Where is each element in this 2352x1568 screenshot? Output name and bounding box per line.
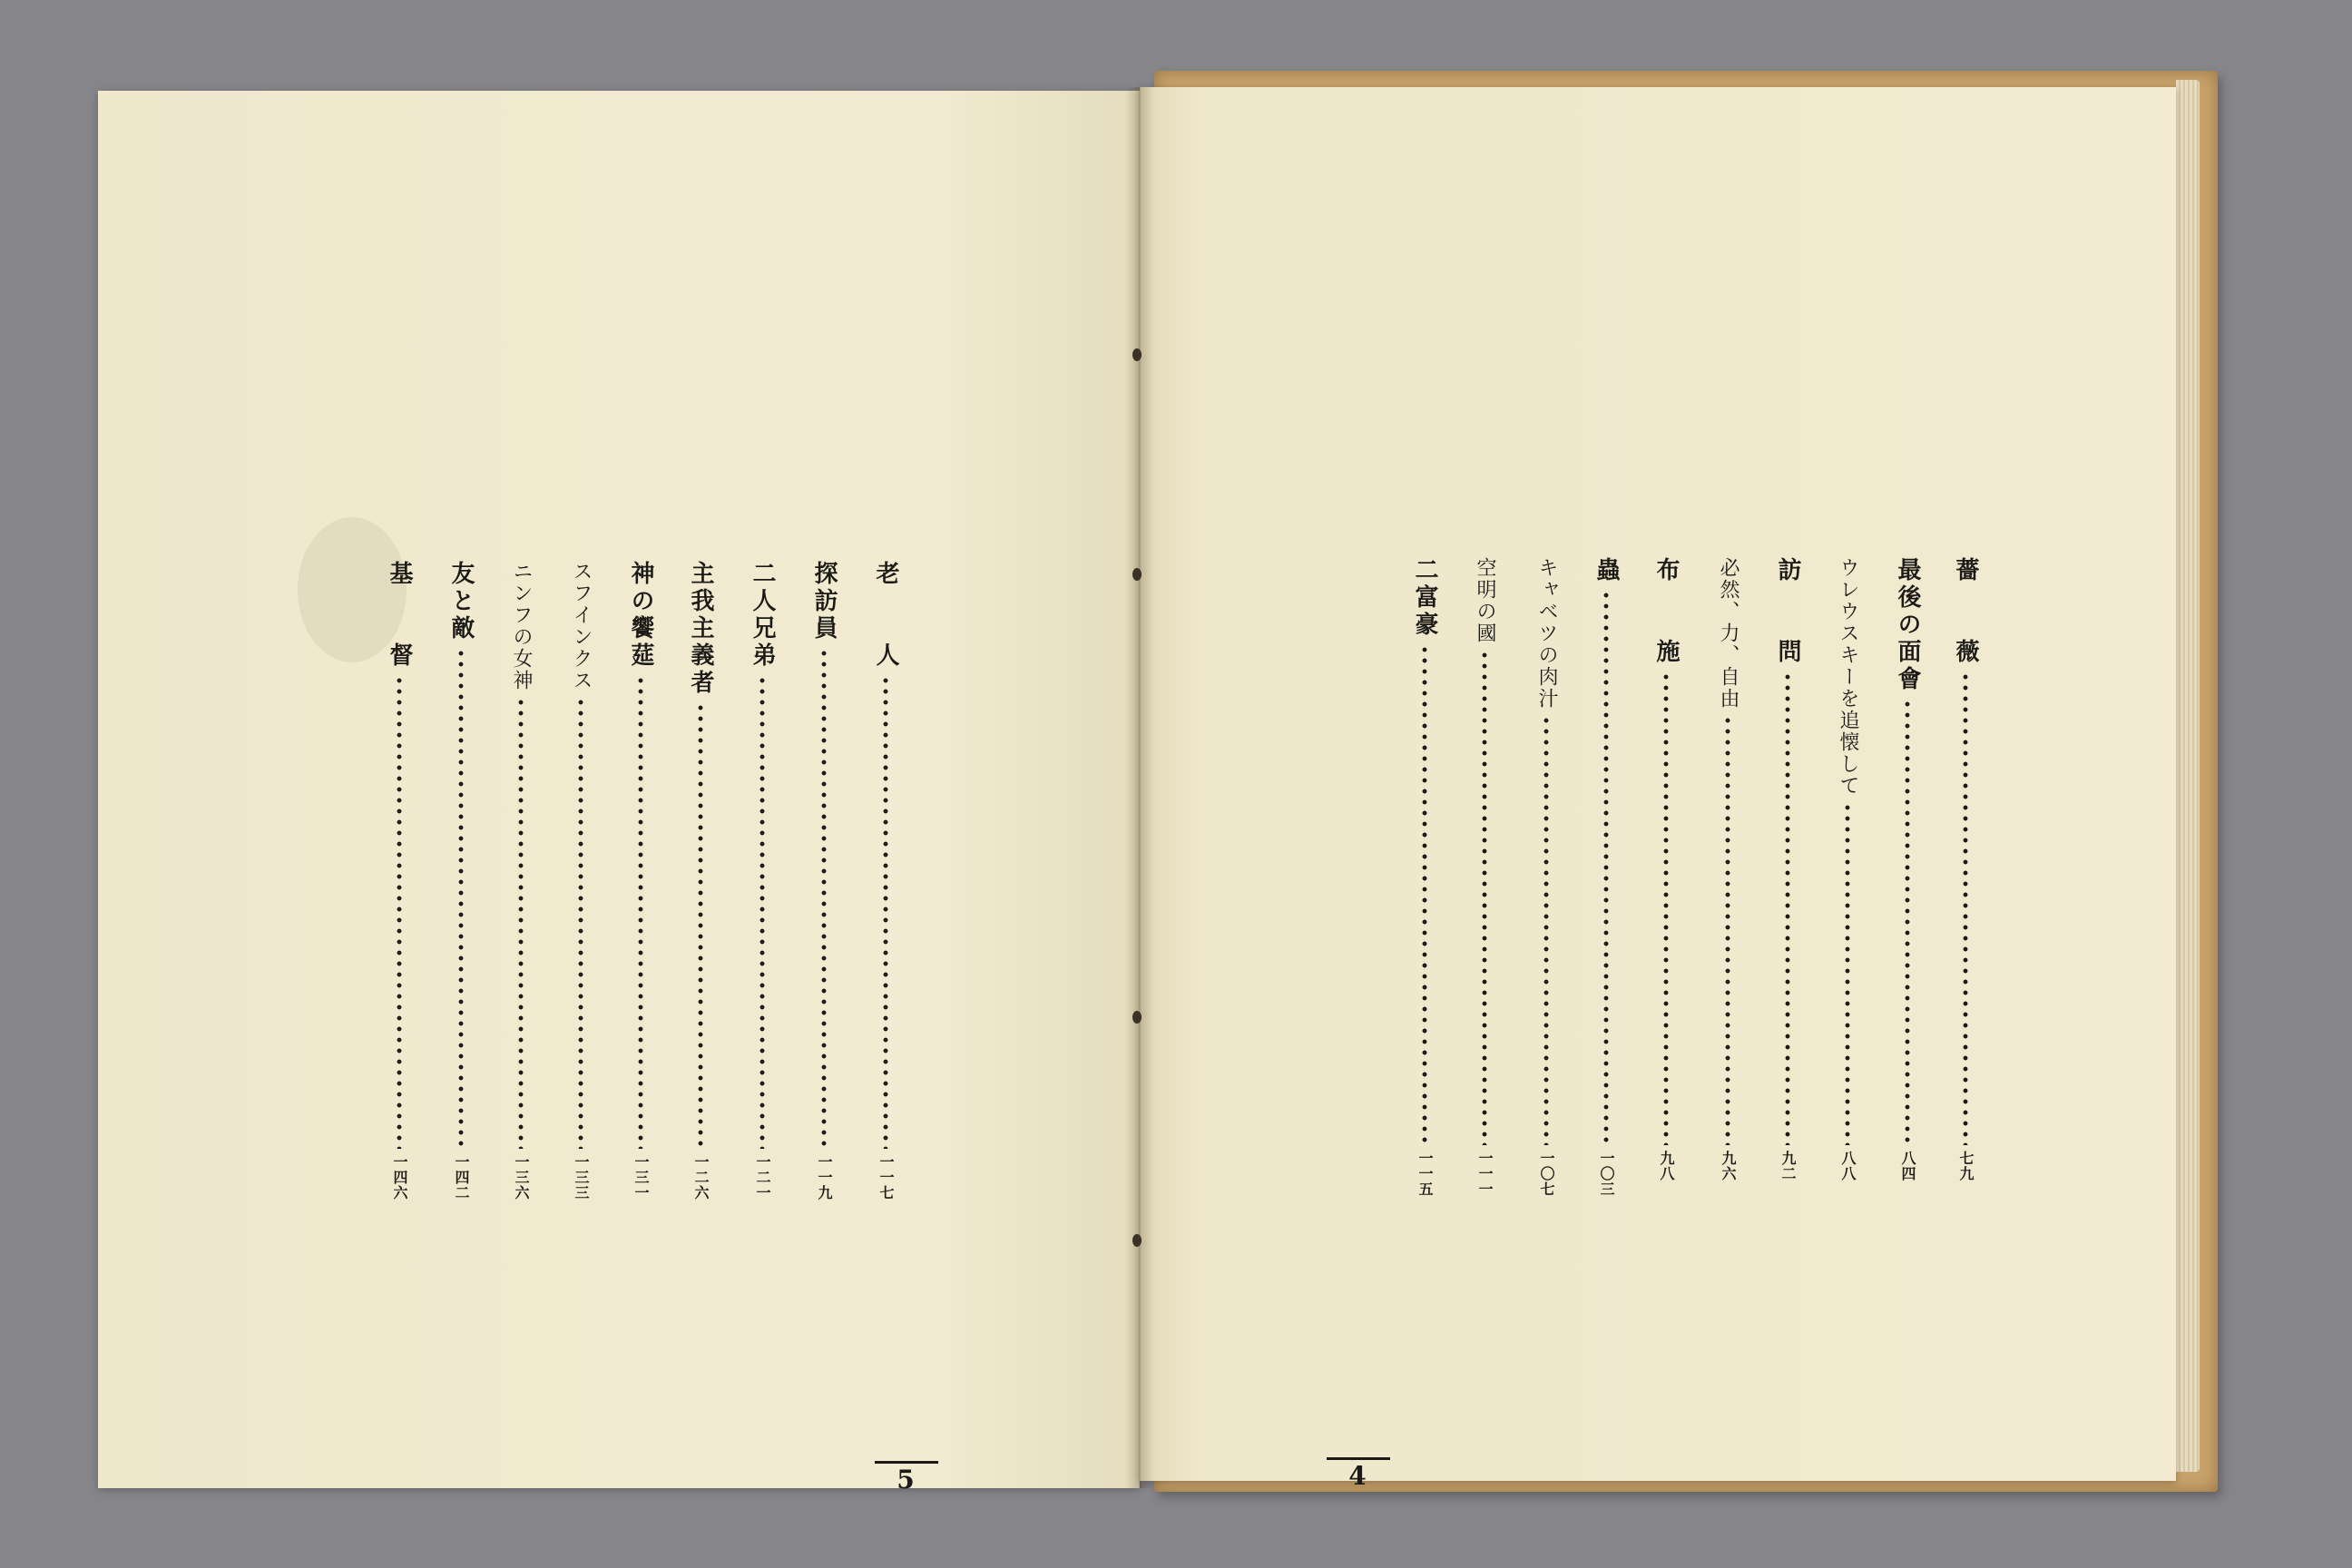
book-gutter (1125, 87, 1154, 1488)
toc-entry-title: ニンフの女神 (510, 561, 533, 691)
toc-leader-dots (1482, 650, 1487, 1145)
toc-entry-page: 一一九 (816, 1154, 833, 1200)
toc-leader-dots (397, 675, 402, 1149)
toc-leader-dots (1544, 715, 1549, 1145)
toc-entry-page: 一四六 (391, 1154, 408, 1200)
toc-entry-title: 二富豪 (1411, 557, 1438, 639)
binding-stitch (1132, 1011, 1142, 1024)
toc-entry-page: 九八 (1658, 1151, 1675, 1181)
toc-entry-title: 主我主義者 (687, 561, 714, 697)
toc-entry-page: 九二 (1779, 1151, 1797, 1181)
toc-entry-title: 薔 薇 (1952, 557, 1979, 666)
toc-entry (1891, 557, 1924, 1201)
toc-entry (1468, 557, 1501, 1201)
toc-entry-title: 必然、力、自由 (1717, 557, 1740, 710)
toc-entry-title: 訪 問 (1774, 557, 1801, 666)
toc-entry-page: 八八 (1839, 1151, 1857, 1181)
toc-entry (624, 561, 657, 1205)
toc-entry (1949, 557, 1982, 1201)
right-page (1140, 87, 2176, 1491)
toc-entry-title: 布 施 (1652, 557, 1680, 666)
toc-entry-title: ウレウスキーを追懐して (1837, 557, 1859, 797)
toc-entry-page: 一一一 (1476, 1151, 1494, 1197)
toc-leader-dots (883, 675, 888, 1149)
toc-leader-dots (1603, 590, 1609, 1145)
toc-entry (746, 561, 779, 1205)
toc-entry-title: 二人兄弟 (749, 561, 776, 670)
toc-leader-dots (760, 675, 765, 1149)
toc-entry-title: 神の饗莚 (627, 561, 654, 670)
toc-entry-title: スフインクス (570, 561, 593, 691)
folio-rule (875, 1461, 938, 1464)
toc-entry-page: 一三一 (632, 1154, 650, 1200)
toc-entry-page: 一〇三 (1598, 1151, 1615, 1197)
toc-leader-dots (698, 702, 703, 1149)
toc-leader-dots (1725, 715, 1730, 1145)
toc-leader-dots (518, 697, 524, 1149)
toc-entry-title: 探訪員 (810, 561, 838, 642)
page-number (1321, 1461, 1394, 1491)
page-number-text: 5 (897, 1465, 915, 1494)
toc-leader-dots (1422, 644, 1427, 1145)
toc-entry-page: 一三三 (573, 1154, 590, 1200)
toc-entry-title: キャベツの肉汁 (1535, 557, 1558, 710)
binding-stitch (1132, 348, 1142, 361)
toc-entry-page: 一二六 (692, 1154, 710, 1200)
toc-entry (1831, 557, 1864, 1201)
toc-leader-dots (458, 648, 464, 1149)
toc-entry-page: 七九 (1957, 1151, 1975, 1181)
toc-entry (808, 561, 840, 1205)
toc-leader-dots (1785, 671, 1790, 1145)
toc-leader-dots (1963, 671, 1968, 1145)
page-number (869, 1465, 942, 1494)
toc-leader-dots (1905, 699, 1910, 1145)
toc-entry-title: 蟲 (1592, 557, 1620, 584)
toc-entry (505, 561, 537, 1205)
toc-entry (445, 561, 477, 1205)
toc-leader-dots (1663, 671, 1669, 1145)
binding-stitch (1132, 1234, 1142, 1247)
toc-entry-page: 一三六 (513, 1154, 530, 1200)
toc-leader-dots (821, 648, 827, 1149)
toc-entry-page: 一四二 (453, 1154, 470, 1200)
toc-entry-title: 老 人 (872, 561, 899, 670)
toc-entry (1590, 557, 1622, 1201)
toc-entry-page: 一一五 (1416, 1151, 1434, 1197)
toc-entry (1530, 557, 1563, 1201)
page-number-text: 4 (1348, 1461, 1367, 1491)
toc-leader-dots (578, 697, 583, 1149)
toc-entry (869, 561, 902, 1205)
toc-entry (1408, 557, 1441, 1201)
toc-entry-page: 一二一 (754, 1154, 771, 1200)
toc-entry (383, 561, 416, 1205)
toc-entry-page: 一〇七 (1538, 1151, 1555, 1197)
toc-entry (684, 561, 717, 1205)
folio-rule (1327, 1457, 1390, 1460)
toc-entry-page: 八四 (1899, 1151, 1916, 1181)
toc-entry (1771, 557, 1804, 1201)
toc-entry-title: 最後の面會 (1894, 557, 1921, 693)
toc-entry-title: 友と敵 (447, 561, 475, 642)
toc-leader-dots (1845, 802, 1850, 1145)
page-edges (2176, 80, 2200, 1472)
toc-entry (1650, 557, 1682, 1201)
toc-entry-page: 九六 (1720, 1151, 1737, 1181)
toc-leader-dots (638, 675, 643, 1149)
binding-stitch (1132, 568, 1142, 581)
toc-entry-title: 基 督 (386, 561, 413, 670)
toc-entry (1711, 557, 1744, 1201)
toc-entry (564, 561, 597, 1205)
left-page (98, 91, 1140, 1494)
toc-entry-title: 空明の國 (1474, 557, 1496, 644)
toc-entry-page: 一一七 (877, 1154, 895, 1200)
